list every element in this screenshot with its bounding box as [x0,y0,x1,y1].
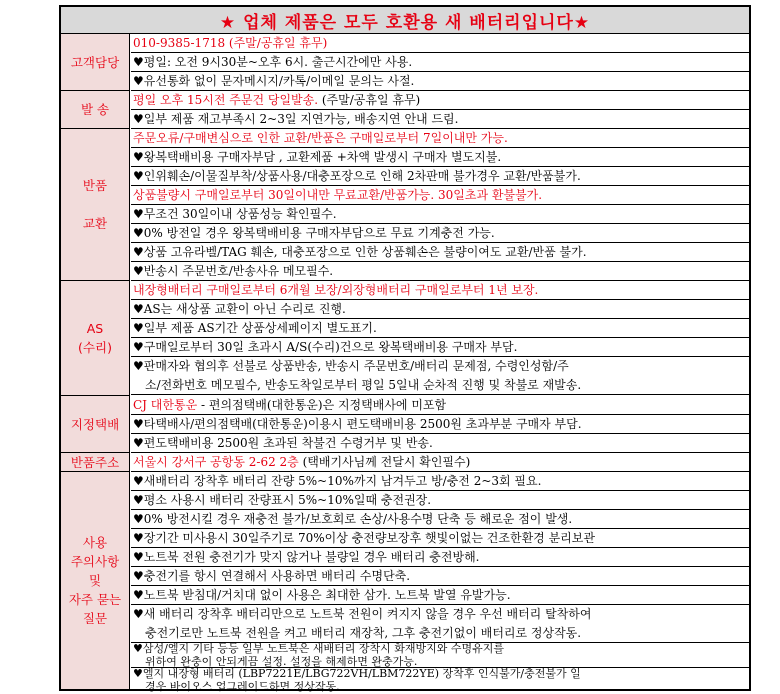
label-faq-text-3: 및 [88,573,102,588]
label-return-address [61,453,129,472]
faq-line: ♥장기간 미사용시 30일주기로 70%이상 충전량보장후 햇빛이없는 건조한환경 분리보관 [131,529,751,548]
notice-title: ★ 업체 제품은 모두 호환용 새 배터리입니다★ [61,7,749,34]
shipping-line-2: ♥일부 제품 재고부족시 2~3일 지연가능, 배송지연 안내 드림. [131,110,751,129]
label-faq-text-5: 질문 [82,611,108,626]
label-return-text-1: 반품 [82,178,108,193]
courier-line: ♥타택배사/편의점택배(대한통운)이용시 편도택배비용 2500원 초과부분 구매자 부담. [131,415,751,434]
faq-line: ♥엘지 내장형 배터리 (LBP7221E/LBG722VH/LBM722YE) 장착후 인식불가/충전불가 일 [133,668,581,680]
courier-name: CJ 대한통운 [133,398,198,412]
customer-hours: ♥평일: 오전 9시30분~오후 6시. 출근시간에만 사용. [131,53,751,72]
as-line: ♥판매자와 협의후 선불로 상품반송, 반송시 주문번호/배터리 문제점, 수령인성함/주 [133,359,569,373]
battery-notice-table [59,5,751,691]
as-line: 내장형배터리 구매일로부터 6개월 보장/외장형배터리 구매일로부터 1년 보장. [131,281,751,300]
label-courier-text: 지정택배 [70,416,120,432]
as-line: ♥AS는 새상품 교환이 아닌 수리로 진행. [131,300,751,319]
faq-line: 위하여 완충이 안되게끔 설정. 설정을 해제하면 완충가능. [131,656,751,669]
faq-line: ♥평소 사용시 배터리 잔량표시 5%~10%일때 충전권장. [131,491,751,510]
label-shipping-text: 발 송 [80,102,110,117]
faq-line: ♥새 배터리 장착후 배터리만으로 노트북 전원이 켜지지 않을 경우 우선 배터리 탈착하여 [133,607,592,621]
return-address-note: (택배기사님께 전달시 확인필수) [298,455,471,469]
faq-line: 경우 바이오스 업그레이드하면 정상작동. [145,680,340,693]
shipping-weekend-note: (주말/공휴일 휴무) [318,93,421,107]
faq-line: ♥노트북 전원 충전기가 맞지 않거나 불량일 경우 배터리 충전방해. [131,548,751,567]
customer-contact-note: ♥유선통화 없이 문자메시지/카톡/이메일 문의는 사절. [131,72,751,91]
courier-note: - 편의점택배(대한통운)은 지정택배사에 미포함 [197,398,447,412]
return-line: ♥상품 고유라벨/TAG 훼손, 대충포장으로 인한 상품훼손은 불량이여도 교환/반품 불가. [131,243,751,262]
label-customer-text: 고객담당 [70,54,120,70]
label-shipping [61,91,129,129]
faq-line: ♥0% 방전시킬 경우 재충전 불가/보호회로 손상/사용수명 단축 등 해로운 점이 발생. [131,510,751,529]
label-return-address-text: 반품주소 [70,454,120,470]
return-line: ♥왕복택배비용 구매자부담 , 교환제품 +차액 발생시 구매자 별도지불. [131,148,751,167]
faq-line: ♥삼성/엘지 기타 등등 일부 노트북은 새배터리 장착시 화재방지와 수명유지를 [133,643,504,655]
return-line: ♥반송시 주문번호/반송사유 메모필수. [131,262,751,281]
label-courier [61,396,129,453]
shipping-line-1 [131,91,751,110]
label-return [61,129,129,281]
customer-phone: 010-9385-1718 (주말/공휴일 휴무) [131,34,751,53]
return-address-line [131,453,751,472]
label-column [61,34,130,689]
return-line: ♥무조건 30일이내 상품성능 확인필수. [131,205,751,224]
return-line: 주문오류/구매변심으로 인한 교환/반품은 구매일로부터 7일이내만 가능. [131,129,751,148]
faq-line: 충전기로만 노트북 전원을 켜고 배터리 재장착, 그후 충전기없이 배터리로 정상작동. [131,624,751,643]
return-line: ♥인위훼손/이물질부착/상품사용/대충포장으로 인해 2차판매 불가경우 교환/반품불가. [131,167,751,186]
as-line: ♥구매일로부터 30일 초과시 A/S(수리)건으로 왕복택배비용 구매자 부담. [131,338,751,357]
return-line: 상품불량시 구매일로부터 30일이내만 무료교환/반품가능. 30일초과 환불불가. [131,186,751,205]
label-faq [61,472,129,689]
as-line: 소/전화번호 메모필수, 반송도착일로부터 평일 5일내 순차적 진행 및 착불로 재발송. [131,376,751,395]
label-faq-text-4: 자주 묻는 [68,592,122,607]
label-as-text-2: (수리) [78,340,112,355]
label-faq-text-2: 주의사항 [70,554,120,569]
label-faq-text-1: 사용 [82,535,108,550]
label-as-text-1: AS [86,321,104,336]
courier-line: ♥편도택배비용 2500원 초과된 착불건 수령거부 및 반송. [131,434,751,453]
as-line: ♥일부 제품 AS기간 상품상세페이지 별도표기. [131,319,751,338]
faq-line: ♥충전기를 항시 연결해서 사용하면 배터리 수명단축. [131,567,751,586]
label-return-text-2: 교환 [82,216,108,231]
return-line: ♥0% 방전일 경우 왕복택배비용 구매자부담으로 무료 기계충전 가능. [131,224,751,243]
shipping-same-day: 평일 오후 15시전 주문건 당일발송. [133,93,319,107]
courier-line-1 [131,396,751,415]
faq-line: ♥새배터리 장착후 배터리 잔량 5%~10%까지 남겨두고 방/충전 2~3회 필요. [131,472,751,491]
label-customer [61,34,129,91]
return-address: 서울시 강서구 공항동 2-62 2층 [133,455,299,469]
label-as [61,281,129,396]
faq-line: ♥노트북 받침대/거치대 없이 사용은 최대한 삼가. 노트북 발열 유발가능. [131,586,751,605]
